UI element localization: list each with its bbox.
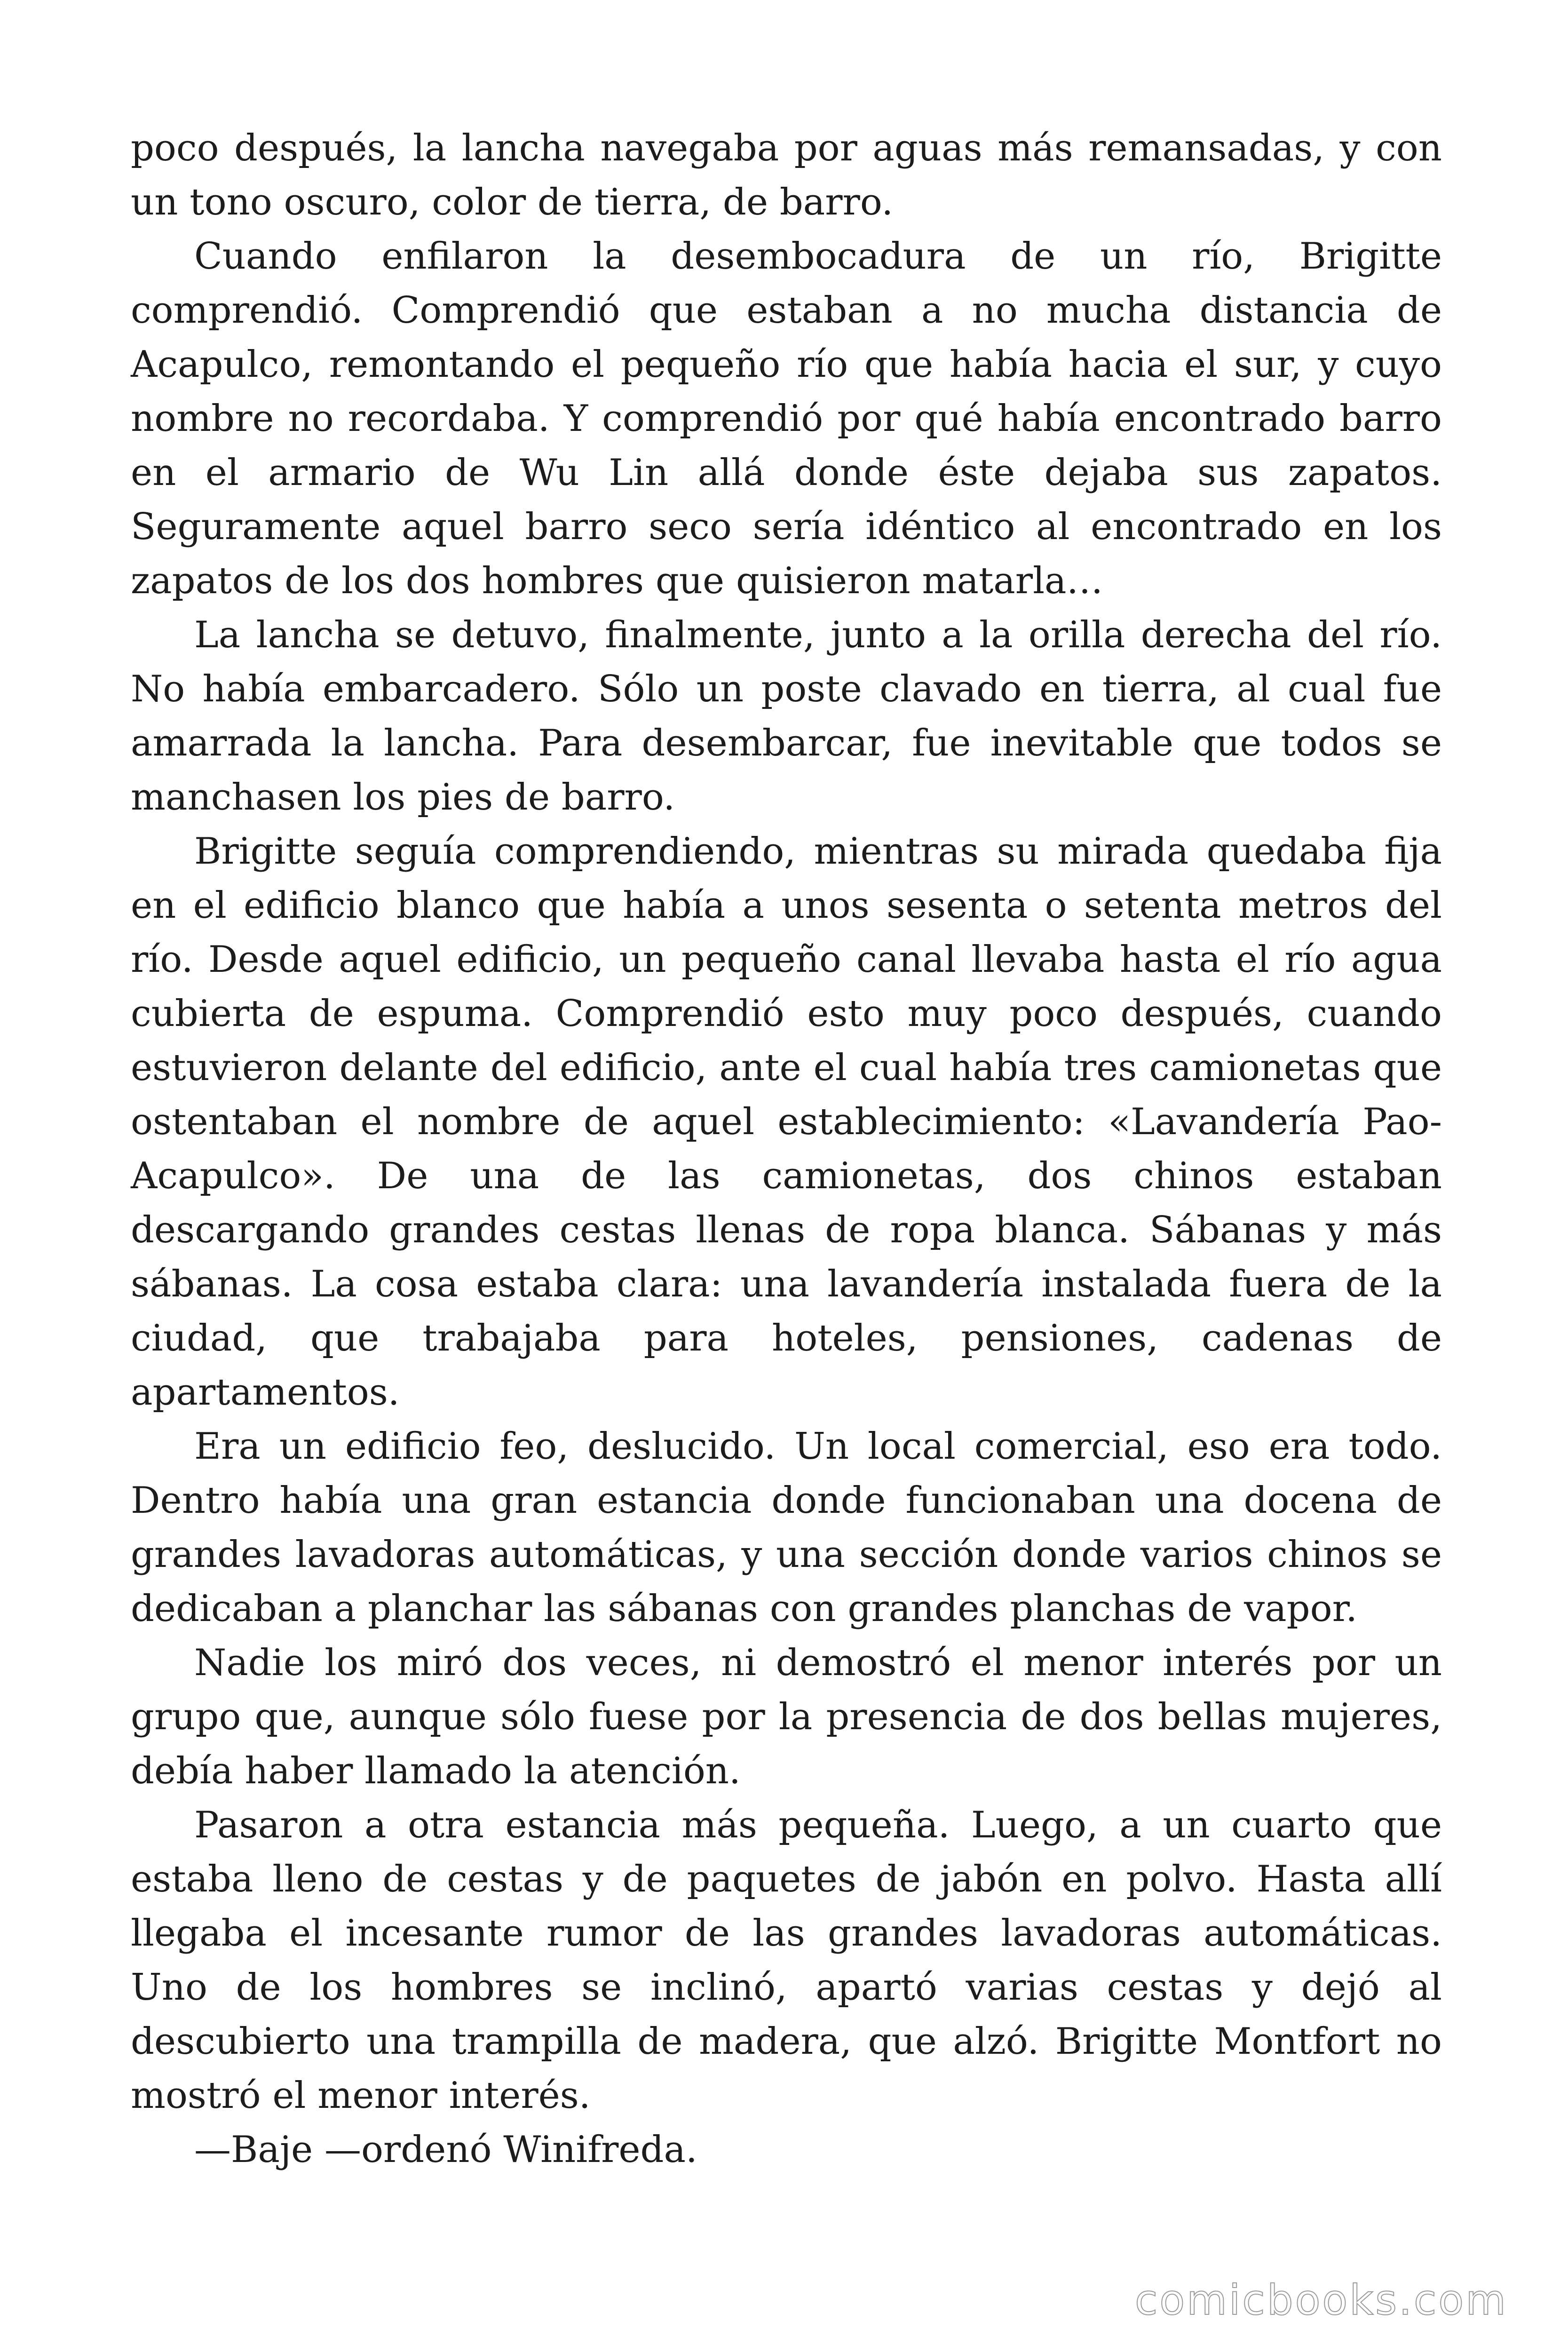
paragraph-8: —Baje —ordenó Winifreda. [194,2129,697,2171]
paragraph-2: Cuando enfilaron la desembocadura de un río, Brigitte comprendió. Comprendió que estaban a no mucha distancia de Acapulco, remontando el pequeño río que había hacia el sur, y cuyo nombre no recordaba. Y comprendió por qué había encontrado barro en el armario de Wu Lin allá donde éste dejaba sus zapatos. Seguramente aquel barro seco sería idéntico al encontrado en los zapatos de los dos hombres que quisieron matarla… [131,235,1442,602]
paragraph-4: Brigitte seguía comprendiendo, mientras su mirada quedaba fija en el edificio blanco que había a unos sesenta o setenta metros del río. Desde aquel edificio, un pequeño canal llevaba hasta el río agua cubierta de espuma. Comprendió esto muy poco después, cuando estuvieron delante del edificio, ante el cual había tres camionetas que ostentaban el nombre de aquel establecimiento: «Lavandería Pao-Acapulco». De una de las camionetas, dos chinos estaban descargando grandes cestas llenas de ropa blanca. Sábanas y más sábanas. La cosa estaba clara: una lavandería instalada fuera de la ciudad, que trabajaba para hoteles, pensiones, cadenas de apartamentos. [131,830,1442,1414]
paragraph-3: La lancha se detuvo, finalmente, junto a la orilla derecha del río. No había embarcadero. Sólo un poste clavado en tierra, al cual fue amarrada la lancha. Para desembarcar, fue inevitable que todos se manchasen los pies de barro. [131,614,1442,818]
paragraph-1: poco después, la lancha navegaba por aguas más remansadas, y con un tono oscuro, color de tierra, de barro. [131,127,1442,223]
paragraph-7: Pasaron a otra estancia más pequeña. Luego, a un cuarto que estaba lleno de cestas y de paquetes de jabón en polvo. Hasta allí llegaba el incesante rumor de las grandes lavadoras automáticas. Uno de los hombres se inclinó, apartó varias cestas y dejó al descubierto una trampilla de madera, que alzó. Brigitte Montfort no mostró el menor interés. [131,1804,1442,2117]
watermark: comicbooks.com [1134,2276,1508,2324]
paragraph-5: Era un edificio feo, deslucido. Un local comercial, eso era todo. Dentro había una gran estancia donde funcionaban una docena de grandes lavadoras automáticas, y una sección donde varios chinos se dedicaban a planchar las sábanas con grandes planchas de vapor. [131,1425,1442,1630]
page-body [131,121,1442,2177]
paragraph-6: Nadie los miró dos veces, ni demostró el menor interés por un grupo que, aunque sólo fuese por la presencia de dos bellas mujeres, debía haber llamado la atención. [131,1642,1442,1792]
